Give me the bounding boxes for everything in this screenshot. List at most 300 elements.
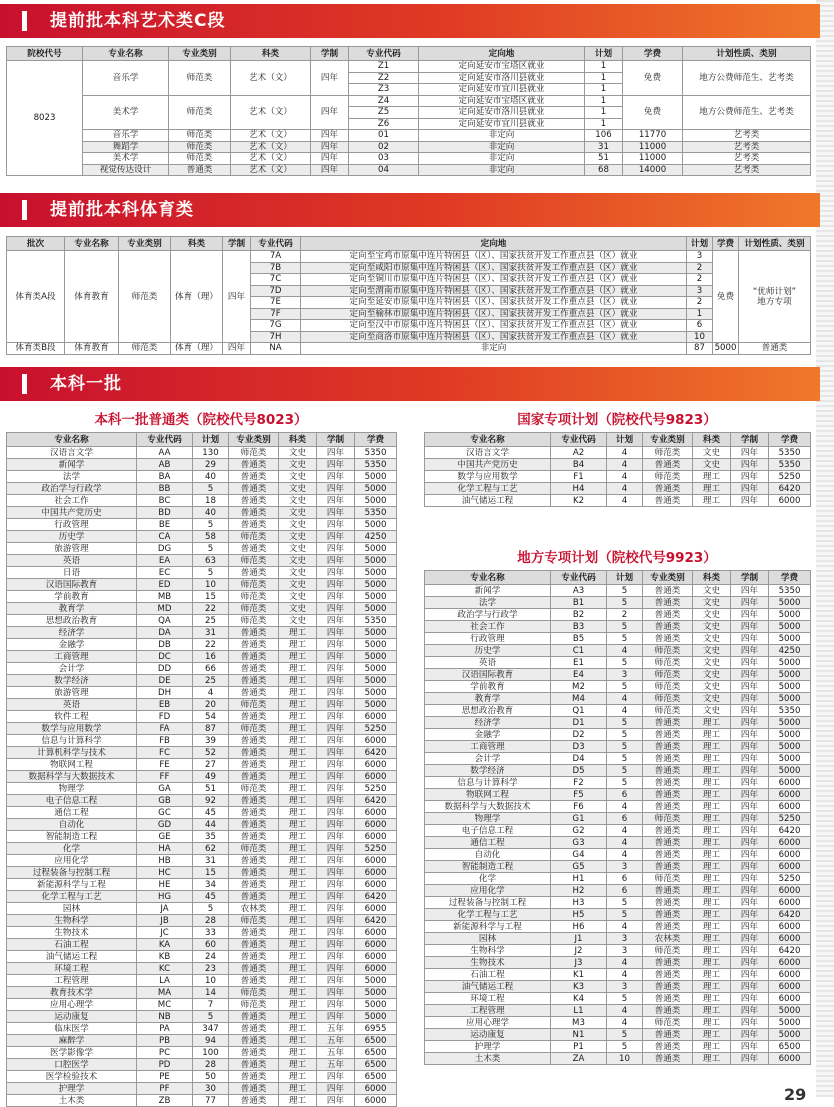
table-cell: KB: [137, 951, 193, 963]
table-cell: 理工: [693, 777, 731, 789]
table-cell: J1: [551, 933, 607, 945]
table-cell: 普通类: [643, 609, 693, 621]
table-cell: 5: [607, 729, 643, 741]
table-cell: P1: [551, 1041, 607, 1053]
table-cell: EB: [137, 699, 193, 711]
table-cell: 体育教育: [65, 343, 119, 355]
table-cell: HG: [137, 891, 193, 903]
table-cell: 6500: [355, 1071, 397, 1083]
column-header: 学制: [317, 433, 355, 447]
table-cell: 理工: [279, 831, 317, 843]
table-cell: 理工: [279, 795, 317, 807]
table-cell: 土木类: [425, 1053, 551, 1065]
table-cell: 4: [607, 705, 643, 717]
table-cell: 87: [193, 723, 229, 735]
table-cell: 定向延安市宝塔区就业: [419, 61, 585, 73]
table-cell: 四年: [731, 447, 769, 459]
table-row: [7, 843, 397, 855]
table-cell: 学前教育: [425, 681, 551, 693]
table-cell: 旅游管理: [7, 687, 137, 699]
table-cell: 普通类: [229, 1047, 279, 1059]
table-cell: 四年: [317, 939, 355, 951]
table-cell: 理工: [279, 975, 317, 987]
table-cell: D4: [551, 753, 607, 765]
table-cell: 环境工程: [7, 963, 137, 975]
table-cell: 软件工程: [7, 711, 137, 723]
table-cell: 5000: [769, 681, 811, 693]
table-cell: 5000: [355, 567, 397, 579]
table-cell: 理工: [279, 627, 317, 639]
table-cell: 5: [607, 633, 643, 645]
table-row: [425, 705, 811, 717]
table-row: [425, 681, 811, 693]
table-cell: 6000: [355, 831, 397, 843]
table-cell: 新闻学: [7, 459, 137, 471]
table-cell: 130: [193, 447, 229, 459]
table-cell: 四年: [731, 861, 769, 873]
table-cell: 理工: [279, 819, 317, 831]
table-cell: 6000: [769, 921, 811, 933]
table-cell: 40: [193, 471, 229, 483]
table-cell: FF: [137, 771, 193, 783]
table-cell: 教育学: [425, 693, 551, 705]
column-header: 学制: [731, 571, 769, 585]
table-cell: 普通类: [229, 711, 279, 723]
table-row: [425, 777, 811, 789]
table-cell: 中国共产党历史: [425, 459, 551, 471]
table-cell: 体育教育: [65, 251, 119, 343]
table-cell: 体育（理）: [171, 251, 223, 343]
table-cell: 4: [607, 921, 643, 933]
column-header: 专业名称: [425, 571, 551, 585]
table-cell: 理工: [693, 717, 731, 729]
table-cell: 6420: [769, 945, 811, 957]
table-cell: 理工: [693, 483, 731, 495]
table-cell: 2: [687, 297, 713, 309]
table-cell: 物联网工程: [425, 789, 551, 801]
table-row: [425, 885, 811, 897]
column-header: 专业类别: [643, 571, 693, 585]
table-cell: 4: [607, 837, 643, 849]
table-cell: 28: [193, 915, 229, 927]
table-cell: 6000: [769, 981, 811, 993]
table-cell: 3: [607, 981, 643, 993]
table-cell: 四年: [317, 615, 355, 627]
table-cell: 数学经济: [425, 765, 551, 777]
table-cell: 普通类: [643, 897, 693, 909]
table-cell: 普通类: [229, 1011, 279, 1023]
table-cell: 免费: [623, 61, 683, 96]
table-cell: 师范类: [643, 681, 693, 693]
table-cell: 理工: [279, 879, 317, 891]
table-cell: 5000: [355, 627, 397, 639]
table-cell: 5: [607, 777, 643, 789]
table-row: [7, 951, 397, 963]
table-cell: 5000: [355, 663, 397, 675]
table-cell: 27: [193, 759, 229, 771]
table-cell: 四年: [317, 519, 355, 531]
table-cell: 四年: [317, 459, 355, 471]
table-cell: 普通类: [643, 789, 693, 801]
table-cell: 51: [585, 153, 623, 165]
table-cell: 2: [687, 262, 713, 274]
table-cell: 临床医学: [7, 1023, 137, 1035]
table-row: [425, 993, 811, 1005]
table-cell: 四年: [317, 783, 355, 795]
table-cell: 文史: [279, 495, 317, 507]
table-cell: 师范类: [643, 693, 693, 705]
table-cell: PD: [137, 1059, 193, 1071]
table-row: [7, 651, 397, 663]
table-cell: 医学影像学: [7, 1047, 137, 1059]
table-row: [7, 164, 811, 176]
table-cell: 土木类: [7, 1095, 137, 1107]
table-row: [7, 579, 397, 591]
table-cell: J2: [551, 945, 607, 957]
table-cell: Z4: [349, 95, 419, 107]
table-row: [425, 765, 811, 777]
table-cell: 理工: [693, 873, 731, 885]
table-row: [7, 975, 397, 987]
table-cell: 视觉传达设计: [83, 164, 169, 176]
table-cell: 普通类: [229, 1071, 279, 1083]
table-row: [7, 507, 397, 519]
table-cell: 理工: [279, 903, 317, 915]
table-row: [7, 343, 811, 355]
table-cell: GB: [137, 795, 193, 807]
table-cell: 理工: [279, 759, 317, 771]
table-cell: 自动化: [7, 819, 137, 831]
table-row: [7, 867, 397, 879]
table-cell: 7B: [251, 262, 301, 274]
table-cell: 理工: [279, 1011, 317, 1023]
table-cell: 1: [585, 118, 623, 130]
table-cell: 四年: [731, 1053, 769, 1065]
table-cell: 生物科学: [425, 945, 551, 957]
table-cell: E1: [551, 657, 607, 669]
table-cell: 理工: [279, 939, 317, 951]
table-cell: 工商管理: [7, 651, 137, 663]
table-cell: 33: [193, 927, 229, 939]
table-cell: 经济学: [7, 627, 137, 639]
column-header: 科类: [171, 237, 223, 251]
table-cell: 法学: [425, 597, 551, 609]
table-cell: 7H: [251, 331, 301, 343]
table-cell: 5: [607, 681, 643, 693]
table-cell: 7: [193, 999, 229, 1011]
table-cell: 5350: [355, 459, 397, 471]
table-cell: 理工: [693, 933, 731, 945]
table-cell: 社会工作: [7, 495, 137, 507]
table-cell: 6500: [355, 1059, 397, 1071]
table-cell: 定向延安市宜川县就业: [419, 118, 585, 130]
table-cell: 理工: [279, 1095, 317, 1107]
table-cell: 6: [607, 873, 643, 885]
table-cell: 5: [193, 567, 229, 579]
table-cell: 四年: [731, 969, 769, 981]
table-cell: 智能制造工程: [425, 861, 551, 873]
table-row: [425, 849, 811, 861]
table-cell: 5250: [355, 723, 397, 735]
table-cell: 四年: [731, 1041, 769, 1053]
table-cell: 普通类: [229, 483, 279, 495]
table-cell: 四年: [317, 639, 355, 651]
table-cell: G3: [551, 837, 607, 849]
column-header: 科类: [231, 47, 311, 61]
table-cell: 四年: [731, 873, 769, 885]
table-cell: 45: [193, 807, 229, 819]
table-cell: 5000: [355, 1011, 397, 1023]
table-cell: 园林: [7, 903, 137, 915]
table-cell: 政治学与行政学: [7, 483, 137, 495]
table-cell: 文史: [693, 447, 731, 459]
table-cell: 30: [193, 1083, 229, 1095]
table-cell: 四年: [731, 705, 769, 717]
table-cell: 文史: [279, 531, 317, 543]
table-row: [7, 999, 397, 1011]
table-cell: 03: [349, 153, 419, 165]
table-cell: B3: [551, 621, 607, 633]
table-cell: 普通类: [229, 675, 279, 687]
table-cell: 5: [607, 765, 643, 777]
table-cell: 6500: [769, 1041, 811, 1053]
table-cell: Z3: [349, 84, 419, 96]
column-header: 专业代码: [251, 237, 301, 251]
column-header: 学费: [623, 47, 683, 61]
table-row: [7, 855, 397, 867]
table-cell: MD: [137, 603, 193, 615]
table-cell: 6000: [769, 933, 811, 945]
table-cell: L1: [551, 1005, 607, 1017]
table-cell: 文史: [693, 597, 731, 609]
table-row: [7, 675, 397, 687]
column-header: 批次: [7, 237, 65, 251]
table-cell: 5: [193, 483, 229, 495]
column-header: 专业名称: [425, 433, 551, 447]
table-cell: 理工: [279, 1059, 317, 1071]
table-row: [7, 1047, 397, 1059]
table-cell: 师范类: [169, 141, 231, 153]
table-cell: 四年: [731, 945, 769, 957]
section-banner-batch1: 本科一批: [0, 367, 820, 401]
table-cell: 四年: [731, 597, 769, 609]
table-cell: 定向至宝鸡市原集中连片特困县（区）、国家扶贫开发工作重点县（区）就业: [301, 251, 687, 263]
table-cell: 普通类: [229, 939, 279, 951]
table-cell: 四年: [317, 903, 355, 915]
table-cell: 14: [193, 987, 229, 999]
table-cell: HA: [137, 843, 193, 855]
table-row: [425, 921, 811, 933]
table-cell: 4: [607, 801, 643, 813]
table-cell: D5: [551, 765, 607, 777]
table-cell: 自动化: [425, 849, 551, 861]
table-cell: JA: [137, 903, 193, 915]
table-cell: 普通类: [229, 495, 279, 507]
table-cell: BC: [137, 495, 193, 507]
table-cell: 电子信息工程: [425, 825, 551, 837]
table-cell: 普通类: [229, 507, 279, 519]
table-cell: 理工: [693, 837, 731, 849]
table-cell: 6420: [769, 825, 811, 837]
table-cell: 理工: [279, 1083, 317, 1095]
table-cell: 四年: [317, 831, 355, 843]
table-cell: E4: [551, 669, 607, 681]
table-cell: 文史: [279, 483, 317, 495]
table-cell: G2: [551, 825, 607, 837]
table-cell: 环境工程: [425, 993, 551, 1005]
table-title-local: 地方专项计划（院校代号9923）: [517, 550, 717, 566]
table-cell: 文史: [693, 585, 731, 597]
table-cell: 理工: [279, 891, 317, 903]
table-cell: 艺考类: [683, 153, 811, 165]
table-cell: 普通类: [643, 459, 693, 471]
column-header: 学费: [355, 433, 397, 447]
table-cell: 文史: [279, 567, 317, 579]
table-cell: 4: [607, 693, 643, 705]
table-cell: 5000: [355, 999, 397, 1011]
table-row: [425, 693, 811, 705]
table-cell: H2: [551, 885, 607, 897]
table-row: [7, 591, 397, 603]
table-cell: 7G: [251, 320, 301, 332]
table-cell: 15: [193, 591, 229, 603]
table-cell: MA: [137, 987, 193, 999]
table-cell: 师范类: [229, 999, 279, 1011]
table-cell: 5000: [355, 987, 397, 999]
table-cell: 20: [193, 699, 229, 711]
table-cell: DA: [137, 627, 193, 639]
table-cell: 63: [193, 555, 229, 567]
table-cell: 4: [607, 645, 643, 657]
table-cell: 四年: [223, 251, 251, 343]
table-cell: G5: [551, 861, 607, 873]
table-cell: H1: [551, 873, 607, 885]
table-cell: 文史: [693, 459, 731, 471]
table-cell: 美术学: [83, 95, 169, 130]
table-cell: 5: [607, 1041, 643, 1053]
table-row: [7, 879, 397, 891]
table-cell: DB: [137, 639, 193, 651]
table-cell: JC: [137, 927, 193, 939]
table-cell: 四年: [317, 1071, 355, 1083]
table-row: [7, 1059, 397, 1071]
table-cell: 运动康复: [425, 1029, 551, 1041]
table-cell: 普通类: [229, 795, 279, 807]
table-cell: 理工: [693, 753, 731, 765]
table-cell: CA: [137, 531, 193, 543]
table-cell: 师范类: [119, 343, 171, 355]
table-cell: FB: [137, 735, 193, 747]
table-cell: 6000: [355, 819, 397, 831]
table-cell: 农林类: [643, 933, 693, 945]
table-cell: 四年: [731, 789, 769, 801]
table-cell: 四年: [311, 130, 349, 142]
table-cell: 理工: [693, 825, 731, 837]
table-cell: 四年: [317, 447, 355, 459]
table-cell: 普通类: [229, 1083, 279, 1095]
column-header: 计划性质、类别: [683, 47, 811, 61]
table-cell: 77: [193, 1095, 229, 1107]
table-cell: 四年: [317, 543, 355, 555]
table-cell: 25: [193, 675, 229, 687]
table-cell: 普通类: [229, 1023, 279, 1035]
table-cell: 5000: [769, 753, 811, 765]
table-cell: 理工: [279, 807, 317, 819]
table-cell: 法学: [7, 471, 137, 483]
table-cell: DD: [137, 663, 193, 675]
table-row: [425, 945, 811, 957]
table-cell: 6000: [769, 885, 811, 897]
table-row: [425, 825, 811, 837]
table-row: [7, 153, 811, 165]
table-cell: 文史: [693, 681, 731, 693]
column-header: 学费: [713, 237, 739, 251]
table-cell: 旅游管理: [7, 543, 137, 555]
table-cell: 四年: [731, 921, 769, 933]
table-cell: 1: [585, 61, 623, 73]
table-cell: 文史: [693, 633, 731, 645]
table-cell: 师范类: [643, 645, 693, 657]
table-row: [7, 759, 397, 771]
table-cell: 艺考类: [683, 164, 811, 176]
table-cell: 5000: [355, 483, 397, 495]
table-cell: 四年: [317, 1095, 355, 1107]
table-cell: 四年: [317, 975, 355, 987]
table-cell: 四年: [317, 507, 355, 519]
table-cell: 3: [687, 251, 713, 263]
table-cell: 定向至汉中市原集中连片特困县（区）、国家扶贫开发工作重点县（区）就业: [301, 320, 687, 332]
table-cell: 1: [585, 107, 623, 119]
table-row: [7, 639, 397, 651]
column-header: 定向地: [301, 237, 687, 251]
page-number: 29: [784, 1085, 807, 1104]
table-cell: 四年: [317, 915, 355, 927]
table-cell: 普通类: [643, 585, 693, 597]
table-row: [425, 657, 811, 669]
table-cell: 历史学: [425, 645, 551, 657]
table-cell: 6000: [355, 927, 397, 939]
table-cell: 普通类: [643, 861, 693, 873]
table-cell: 四年: [731, 717, 769, 729]
table-cell: 农林类: [229, 903, 279, 915]
table-cell: 定向至渭南市原集中连片特困县（区）、国家扶贫开发工作重点县（区）就业: [301, 285, 687, 297]
table-cell: 中国共产党历史: [7, 507, 137, 519]
table-cell: 普通类: [643, 753, 693, 765]
table-cell: H6: [551, 921, 607, 933]
table-cell: 理工: [693, 765, 731, 777]
table-row: [425, 459, 811, 471]
table-row: [7, 1095, 397, 1107]
table-cell: 10: [193, 579, 229, 591]
table-cell: 4: [607, 825, 643, 837]
table-cell: H3: [551, 897, 607, 909]
table-row: [7, 723, 397, 735]
table-cell: 四年: [311, 164, 349, 176]
table-cell: 化学工程与工艺: [7, 891, 137, 903]
table-cell: 师范类: [229, 579, 279, 591]
table-cell: 54: [193, 711, 229, 723]
table-row: [7, 831, 397, 843]
table-cell: 普通类: [643, 969, 693, 981]
table-cell: 5250: [769, 813, 811, 825]
table-row: [7, 711, 397, 723]
table-cell: 英语: [7, 555, 137, 567]
table-cell: 理工: [279, 675, 317, 687]
table-cell: 普通类: [229, 867, 279, 879]
table-cell: 应用化学: [425, 885, 551, 897]
table-cell: 文史: [279, 579, 317, 591]
table-cell: HC: [137, 867, 193, 879]
